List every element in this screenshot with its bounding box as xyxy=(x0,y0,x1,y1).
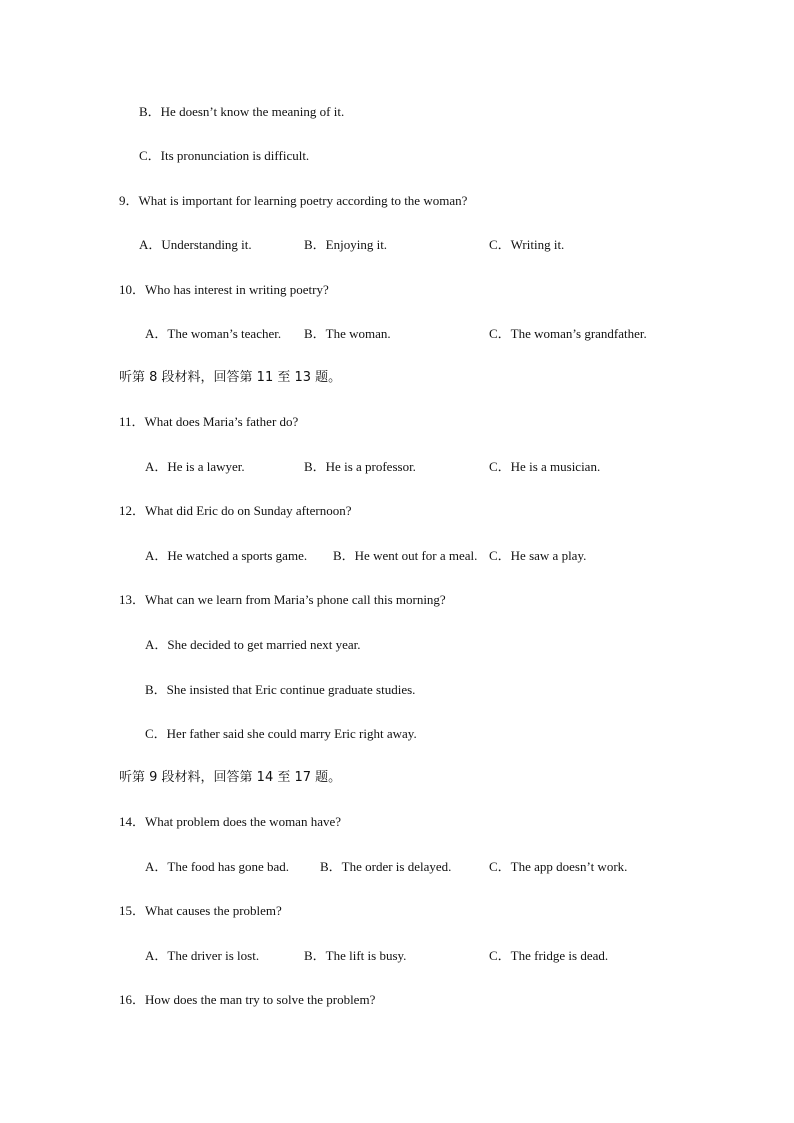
option-15a: A．The driver is lost. xyxy=(145,948,260,963)
option-8b: B．He doesn’t know the meaning of it. xyxy=(139,104,345,119)
question-13: 13．What can we learn from Maria’s phone call this morning? xyxy=(119,592,446,607)
question-9: 9．What is important for learning poetry according to the woman? xyxy=(119,193,468,208)
section-heading-9: 听第 9 段材料，回答第 14 至 17 题。 xyxy=(119,770,342,785)
question-15: 15．What causes the problem? xyxy=(119,903,282,918)
question-10: 10．Who has interest in writing poetry? xyxy=(119,282,329,297)
option-14b: B．The order is delayed. xyxy=(320,859,452,874)
section-heading-8: 听第 8 段材料，回答第 11 至 13 题。 xyxy=(119,370,342,385)
option-12c: C．He saw a play. xyxy=(489,548,587,563)
option-9c: C．Writing it. xyxy=(489,237,565,252)
option-11b: B．He is a professor. xyxy=(304,459,416,474)
option-11a: A．He is a lawyer. xyxy=(145,459,245,474)
option-9a: A．Understanding it. xyxy=(139,237,252,252)
option-12a: A．He watched a sports game. xyxy=(145,548,308,563)
option-13c: C．Her father said she could marry Eric right away. xyxy=(145,726,417,741)
option-13b: B．She insisted that Eric continue graduate studies. xyxy=(145,682,416,697)
option-15b: B．The lift is busy. xyxy=(304,948,407,963)
option-8c: C．Its pronunciation is difficult. xyxy=(139,148,310,163)
option-10b: B．The woman. xyxy=(304,326,391,341)
option-13a: A．She decided to get married next year. xyxy=(145,637,361,652)
option-10a: A．The woman’s teacher. xyxy=(145,326,282,341)
option-10c: C．The woman’s grandfather. xyxy=(489,326,647,341)
question-11: 11．What does Maria’s father do? xyxy=(119,414,299,429)
option-15c: C．The fridge is dead. xyxy=(489,948,609,963)
question-12: 12．What did Eric do on Sunday afternoon? xyxy=(119,503,352,518)
option-11c: C．He is a musician. xyxy=(489,459,601,474)
option-9b: B．Enjoying it. xyxy=(304,237,388,252)
question-16: 16．How does the man try to solve the problem? xyxy=(119,992,376,1007)
option-12b: B．He went out for a meal. xyxy=(333,548,478,563)
option-14c: C．The app doesn’t work. xyxy=(489,859,628,874)
question-14: 14．What problem does the woman have? xyxy=(119,814,342,829)
option-14a: A．The food has gone bad. xyxy=(145,859,290,874)
